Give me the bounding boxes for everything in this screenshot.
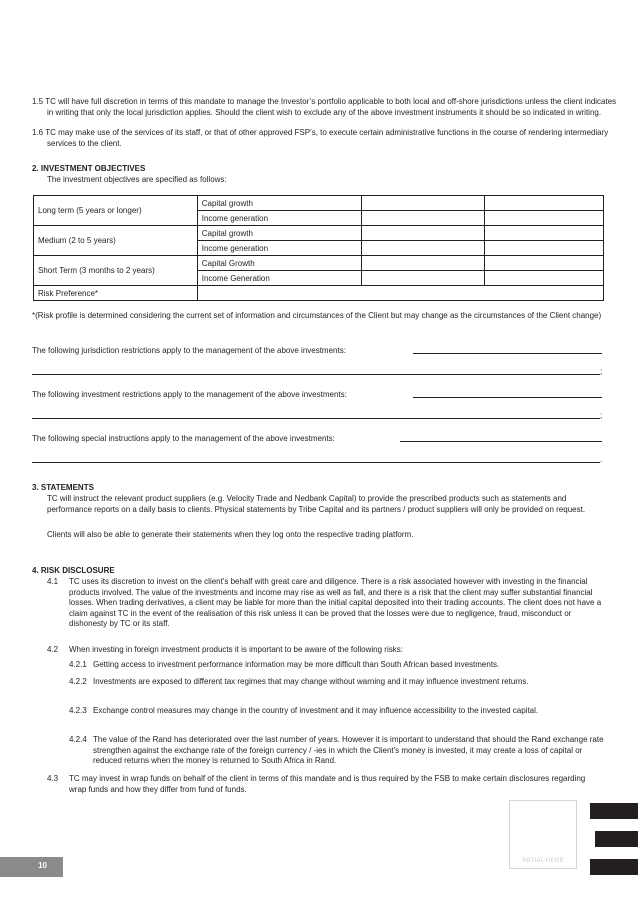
- cell-input[interactable]: [362, 211, 485, 226]
- clause-text: TC uses its discretion to invest on the client's behalf with great care and diligence. There is a risk associated however with investing in the financial products involved. The value of the investments and income may rise as well as fall, and there is a risk that the client may suffer substantial financial losses. When trading derivatives, a client may be liable for more than the initial capital deposited into their trading accounts. The client does not have a claim against TC in the event of the realisation of this risk unless it can be proved that the losses were due to negligence, fraud, misconduct or dishonesty by TC or its staff.: [69, 577, 602, 628]
- cell-input[interactable]: [362, 241, 485, 256]
- clause-number: 4.2.1: [69, 660, 87, 669]
- period: .: [600, 455, 603, 464]
- clause-number: 4.2.3: [69, 706, 87, 715]
- clause-text: The value of the Rand has deteriorated over the last number of years. However it is important to understand that should the Rand exchange rate strengthen against the exchange rate of the foreign currency / -ies in which the Client's money is invested, it may create a loss of capital or reduced returns when the money is returned to South Africa in Rand.: [93, 735, 604, 765]
- capital-growth-long: Capital growth: [197, 196, 362, 211]
- risk-preference-input[interactable]: [197, 286, 603, 301]
- investment-restrictions-label: The following investment restrictions apply to the management of the above investments:: [32, 390, 347, 399]
- page-number: 10: [38, 861, 47, 870]
- cell-input[interactable]: [485, 196, 604, 211]
- special-instructions-line-2[interactable]: [32, 462, 600, 463]
- section-2-intro: The investment objectives are specified as follows:: [47, 175, 227, 184]
- clause-4-2-2: [69, 677, 604, 699]
- cell-input[interactable]: [485, 241, 604, 256]
- clause-text: Getting access to investment performance information may be more difficult than South African based investments.: [93, 660, 500, 669]
- semicolon: ;: [600, 367, 603, 376]
- cell-input[interactable]: [485, 226, 604, 241]
- special-instructions-line[interactable]: [400, 441, 602, 442]
- investment-restrictions-line[interactable]: [413, 397, 602, 398]
- clause-number: 4.2.2: [69, 677, 87, 686]
- decorative-bar: [590, 803, 638, 819]
- income-generation-long: Income generation: [197, 211, 362, 226]
- cell-input[interactable]: [362, 196, 485, 211]
- clause-4-2-4: [69, 735, 604, 769]
- section-4-heading: 4. RISK DISCLOSURE: [32, 566, 115, 575]
- income-generation-medium: Income generation: [197, 241, 362, 256]
- clause-number: 4.2: [47, 645, 59, 654]
- initial-here-label: INITIAL HERE: [522, 856, 564, 864]
- clause-1-5: 1.5 TC will have full discretion in terms of this mandate to manage the Investor’s portfolio applicable to both local and off-shore jurisdictions unless the client indicates in writing that only the local jurisdiction applies. Should the client wish to exclude any of the above investment instruments it should be so indicated in writing.: [32, 97, 617, 117]
- clause-text: Investments are exposed to different tax regimes that may change without warning and it may influence investment returns.: [93, 677, 529, 686]
- clause-text: Exchange control measures may change in the country of investment and it may influence accessibility to the invested capital.: [93, 706, 539, 715]
- cell-input[interactable]: [485, 271, 604, 286]
- cell-input[interactable]: [485, 211, 604, 226]
- clause-4-2: [47, 645, 604, 657]
- special-instructions-label: The following special instructions apply to the management of the above investments:: [32, 434, 335, 443]
- risk-profile-note: *(Risk profile is determined considering the current set of information and circumstances of the Client but may change as the circumstances of the Client change): [32, 311, 602, 320]
- clause-number: 4.1: [47, 577, 59, 586]
- clause-text: TC may invest in wrap funds on behalf of the client in terms of this mandate and is thus required by the FSB to make certain disclosures regarding wrap funds and how they differ from fund of funds.: [69, 774, 586, 794]
- clause-number: 4.2.4: [69, 735, 87, 744]
- jurisdiction-restrictions-line-2[interactable]: [32, 374, 600, 375]
- decorative-bar: [590, 859, 638, 875]
- clause-text: When investing in foreign investment products it is important to be aware of the following risks:: [69, 645, 403, 654]
- clause-4-3: [47, 774, 604, 796]
- income-generation-short: Income Generation: [197, 271, 362, 286]
- section-2-heading: 2. INVESTMENT OBJECTIVES: [32, 164, 146, 173]
- clause-4-1: [47, 577, 604, 637]
- jurisdiction-restrictions-label: The following jurisdiction restrictions apply to the management of the above investments:: [32, 346, 346, 355]
- jurisdiction-restrictions-line[interactable]: [413, 353, 602, 354]
- statements-paragraph: TC will instruct the relevant product suppliers (e.g. Velocity Trade and Nedbank Capital) to provide the prescribed products such as statements and performance reports on a daily basis to clients. Physical statements by Tribe Capital and its partners / product suppliers will only be provided on request.: [47, 494, 586, 514]
- cell-input[interactable]: [362, 256, 485, 271]
- row-label-long-term: Long term (5 years or longer): [34, 196, 198, 226]
- cell-input[interactable]: [485, 256, 604, 271]
- row-label-medium: Medium (2 to 5 years): [34, 226, 198, 256]
- section-3-heading: 3. STATEMENTS: [32, 483, 94, 492]
- row-label-risk-preference: Risk Preference*: [34, 286, 198, 301]
- clause-4-2-1: [69, 660, 604, 672]
- statements-platform-note: Clients will also be able to generate their statements when they log onto the respective trading platform.: [47, 530, 414, 539]
- clause-number: 4.3: [47, 774, 59, 783]
- cell-input[interactable]: [362, 271, 485, 286]
- decorative-bar: [595, 831, 638, 847]
- clause-1-6: 1.6 TC may make use of the services of its staff, or that of other approved FSP’s, to execute certain administrative functions in the course of rendering intermediary services to the client.: [32, 128, 609, 148]
- investment-restrictions-line-2[interactable]: [32, 418, 600, 419]
- cell-input[interactable]: [362, 226, 485, 241]
- initial-here-box[interactable]: [509, 800, 577, 869]
- semicolon: ;: [600, 411, 603, 420]
- page-number-tab: [0, 857, 63, 877]
- row-label-short-term: Short Term (3 months to 2 years): [34, 256, 198, 286]
- capital-growth-short: Capital Growth: [197, 256, 362, 271]
- investment-objectives-table: [33, 195, 604, 301]
- clause-4-2-3: [69, 706, 604, 728]
- capital-growth-medium: Capital growth: [197, 226, 362, 241]
